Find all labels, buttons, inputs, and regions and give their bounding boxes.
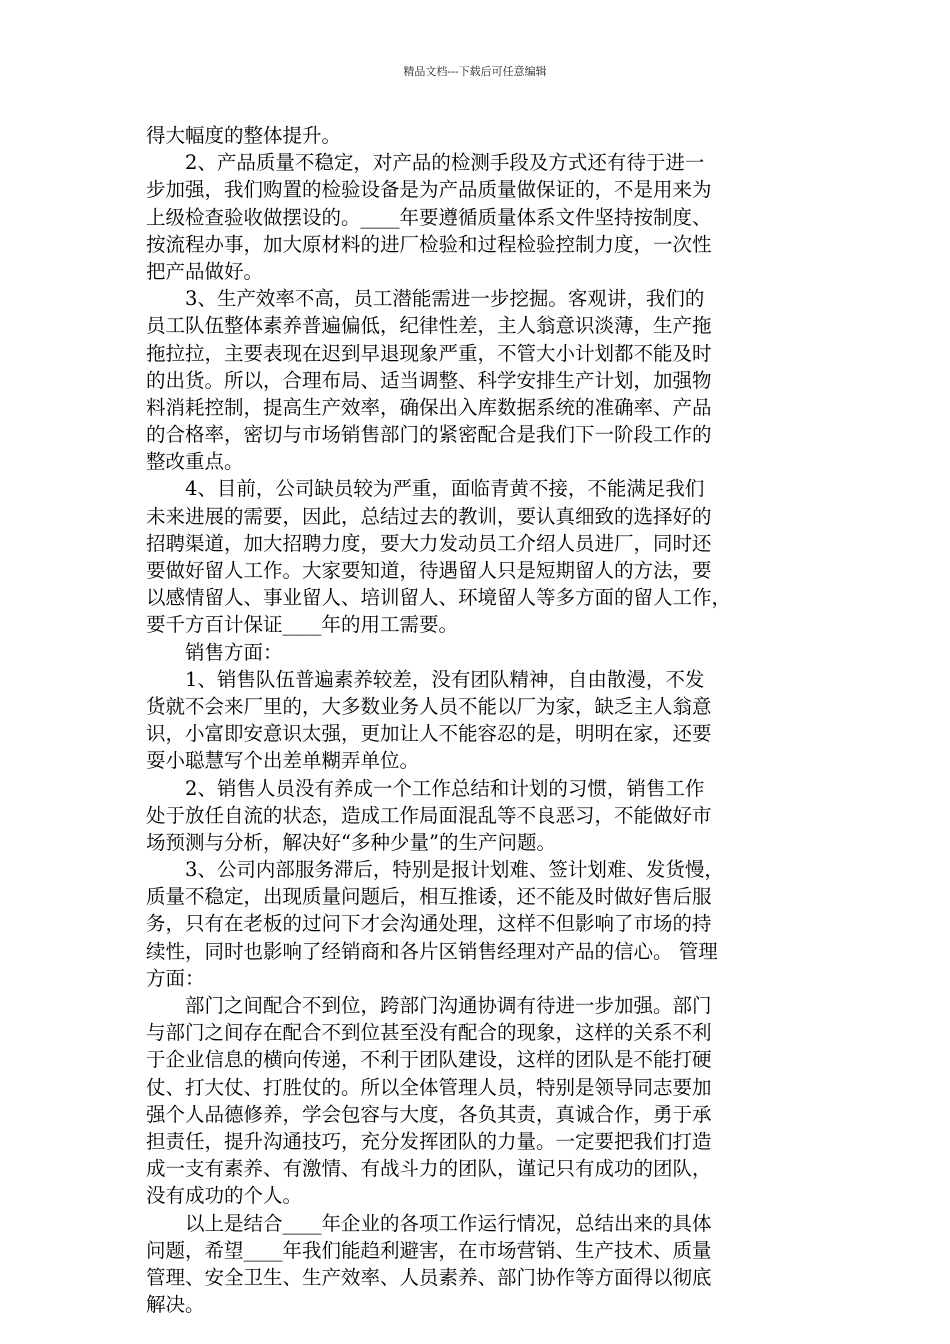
text-line: 仗、打大仗、打胜仗的。所以全体管理人员，特别是领导同志要加 bbox=[146, 1075, 712, 1099]
text-line: 于企业信息的横向传递，不利于团队建设，这样的团队是不能打硬 bbox=[146, 1048, 712, 1072]
text-line: 按流程办事，加大原材料的进厂检验和过程检验控制力度，一次性 bbox=[146, 232, 712, 256]
text-line: 把产品做好。 bbox=[146, 259, 264, 283]
text-line: 3、生产效率不高，员工潜能需进一步挖掘。客观讲，我们的 bbox=[146, 287, 705, 311]
text-line: 以上是结合____年企业的各项工作运行情况，总结出来的具体 bbox=[146, 1211, 712, 1235]
text-line: 强个人品德修养，学会包容与大度，各负其责，真诚合作，勇于承 bbox=[146, 1102, 712, 1126]
text-line: 2、产品质量不稳定，对产品的检测手段及方式还有待于进一 bbox=[146, 151, 705, 175]
text-line: 处于放任自流的状态，造成工作局面混乱等不良恶习，不能做好市 bbox=[146, 803, 712, 827]
text-line: 得大幅度的整体提升。 bbox=[146, 124, 342, 147]
text-line: 担责任，提升沟通技巧，充分发挥团队的力量。一定要把我们打造 bbox=[146, 1129, 712, 1153]
text-line: 要做好留人工作。大家要知道，待遇留人只是短期留人的方法，要 bbox=[146, 559, 712, 582]
text-line: 务，只有在老板的过问下才会沟通处理，这样不但影响了市场的持 bbox=[146, 912, 712, 936]
text-line: 与部门之间存在配合不到位甚至没有配合的现象，这样的关系不利 bbox=[146, 1021, 712, 1045]
text-line: 问题，希望____年我们能趋利避害，在市场营销、生产技术、质量 bbox=[146, 1238, 712, 1262]
document-body bbox=[146, 122, 808, 1318]
page-header: 精品文档---下载后可任意编辑 bbox=[403, 65, 547, 78]
text-line: 质量不稳定，出现质量问题后，相互推诿，还不能及时做好售后服 bbox=[146, 885, 712, 909]
text-line: 料消耗控制，提高生产效率，确保出入库数据系统的准确率、产品 bbox=[146, 395, 712, 419]
text-line: 上级检查验收做摆设的。____年要遵循质量体系文件坚持按制度、 bbox=[146, 205, 712, 229]
text-line: 整改重点。 bbox=[146, 450, 244, 474]
text-line: 销售方面： bbox=[146, 640, 283, 664]
text-line: 2、销售人员没有养成一个工作总结和计划的习惯，销售工作 bbox=[146, 776, 705, 800]
text-line: 的出货。所以，合理布局、适当调整、科学安排生产计划，加强物 bbox=[146, 368, 712, 392]
text-line: 成一支有素养、有激情、有战斗力的团队，谨记只有成功的团队， bbox=[146, 1157, 712, 1181]
text-line: 招聘渠道，加大招聘力度，要大力发动员工介绍人员进厂，同时还 bbox=[146, 531, 712, 555]
text-line: 识，小富即安意识太强，更加让人不能容忍的是，明明在家，还要 bbox=[146, 722, 712, 746]
text-line: 货就不会来厂里的，大多数业务人员不能以厂为家，缺乏主人翁意 bbox=[146, 694, 712, 718]
text-line: 方面： bbox=[146, 966, 205, 990]
text-line: 要千方百计保证____年的用工需要。 bbox=[146, 613, 459, 637]
text-line: 员工队伍整体素养普遍偏低，纪律性差，主人翁意识淡薄，生产拖 bbox=[146, 314, 712, 338]
text-line: 部门之间配合不到位，跨部门沟通协调有待进一步加强。部门 bbox=[146, 994, 712, 1017]
text-line: 未来进展的需要，因此，总结过去的教训，要认真细致的选择好的 bbox=[146, 504, 712, 528]
text-line: 拖拉拉，主要表现在迟到早退现象严重，不管大小计划都不能及时 bbox=[146, 341, 712, 365]
text-line: 1、销售队伍普遍素养较差，没有团队精神，自由散漫，不发 bbox=[146, 667, 705, 691]
text-line: 耍小聪慧写个出差单糊弄单位。 bbox=[146, 749, 420, 773]
text-line: 解决。 bbox=[146, 1293, 205, 1317]
text-line: 没有成功的个人。 bbox=[146, 1184, 303, 1208]
text-line: 步加强，我们购置的检验设备是为产品质量做保证的，不是用来为 bbox=[146, 178, 712, 202]
text-line: 以感情留人、事业留人、培训留人、环境留人等多方面的留人工作， bbox=[146, 586, 732, 610]
text-line: 的合格率，密切与市场销售部门的紧密配合是我们下一阶段工作的 bbox=[146, 423, 712, 447]
text-line: 管理、安全卫生、生产效率、人员素养、部门协作等方面得以彻底 bbox=[146, 1265, 712, 1289]
text-line: 4、目前，公司缺员较为严重，面临青黄不接，不能满足我们 bbox=[146, 477, 705, 501]
text-line: 3、公司内部服务滞后，特别是报计划难、签计划难、发货慢， bbox=[146, 858, 724, 882]
text-line: 续性，同时也影响了经销商和各片区销售经理对产品的信心。 管理 bbox=[146, 939, 718, 963]
text-line: 场预测与分析，解决好“多种少量”的生产问题。 bbox=[146, 830, 556, 854]
